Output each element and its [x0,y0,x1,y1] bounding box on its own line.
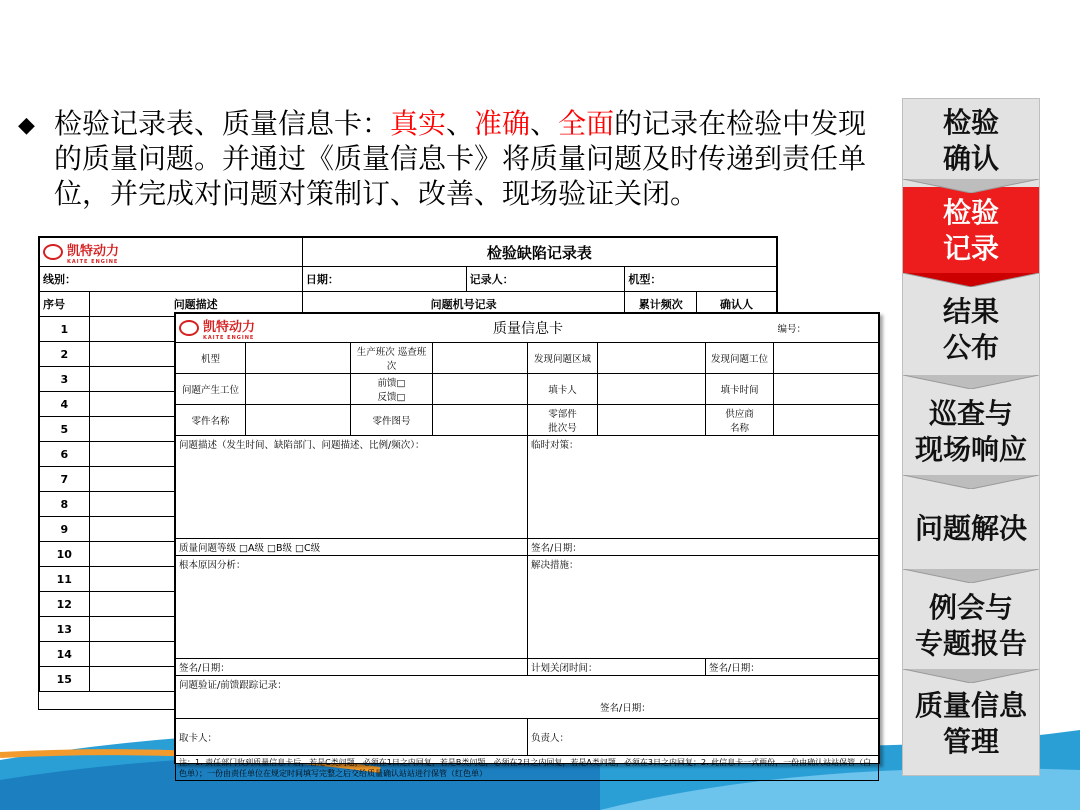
nav-item-quality-info[interactable] [903,681,1039,767]
logo-name: 凯特动力 [67,243,120,259]
logo-sub: KAITE ENGINE [67,258,119,265]
bullet-paragraph [18,106,888,211]
label-part-name: 零件名称 [176,405,246,436]
nav-divider-arrow [903,569,1039,583]
highlight-accurate: 准确 [474,107,531,140]
plan-close-label: 计划关闭时间： [528,659,706,676]
company-logo [43,240,119,265]
separator-2: 、 [530,107,559,140]
card-note: 注：1. 责任部门收到质量信息卡后，若是C类问题，必须在1日之内回复，若是B类问题，必须在2日之内回复，若是A类问题，必须在3日之内回复；2. 此信息卡一式两份，一份由确认站站保管（白色单）；一份由责任单位在规定时间填写完整之后交给质量确认站站进行保管（红色单） [176,756,879,781]
bullet-text-part2: 的记录在检验中发现的质量问题。并通过《质量信息卡》将质量问题及时传递到责任单位，并完成对问题对策制订、改善、现场验证关闭。 [54,107,867,210]
card-logo-cell [176,314,351,343]
row-seq: 11 [40,567,90,592]
recorder-label: 记录人： [466,267,625,292]
nav-item-label: 巡查与 现场响应 [914,397,1027,466]
nav-item-inspection-record[interactable] [903,191,1039,271]
header-problem: 问题描述 [89,292,302,317]
label-found-area: 发现问题区域 [528,343,598,374]
label-fill-time: 填卡时间 [706,374,774,405]
sign-date-label: 签名/日期： [600,703,651,714]
nav-item-label: 结果 公布 [942,295,999,364]
nav-divider-arrow [903,179,1039,193]
solution-label: 解决措施： [531,560,579,571]
temp-measure-label: 临时对策： [531,440,579,451]
nav-divider-arrow [903,375,1039,389]
nav-divider-arrow [903,273,1039,287]
row-seq: 3 [40,367,90,392]
date-label: 日期： [302,267,466,292]
solution-field[interactable] [528,556,879,659]
row-seq: 12 [40,592,90,617]
sign-date-label: 签名/日期： [706,659,879,676]
label-batch-no: 零部件 批次号 [528,405,598,436]
row-seq: 15 [40,667,90,692]
nav-item-result-publish[interactable] [903,287,1039,373]
row-seq: 4 [40,392,90,417]
logo-mark-icon [179,320,199,336]
model-label: 机型： [625,267,777,292]
header-confirmer: 确认人 [697,292,777,317]
header-engine-no: 问题机号记录 [302,292,624,317]
row-seq: 2 [40,342,90,367]
taker-field[interactable] [176,719,528,756]
row-seq: 8 [40,492,90,517]
nav-item-label: 检验 确认 [942,106,999,175]
row-seq: 13 [40,617,90,642]
label-origin-station: 问题产生工位 [176,374,246,405]
row-seq: 14 [40,642,90,667]
temp-measure-field[interactable] [528,436,879,539]
nav-item-label: 质量信息 管理 [914,689,1027,758]
label-feed: 前馈□ 反馈□ [351,374,433,405]
nav-item-patrol-response[interactable] [903,389,1039,475]
card-number-label: 编号： [706,314,879,343]
nav-item-label: 检验 记录 [942,196,999,265]
nav-item-problem-solving[interactable] [903,489,1039,569]
problem-description-field[interactable] [176,436,528,539]
label-model: 机型 [176,343,246,374]
root-cause-label: 根本原因分析： [179,560,246,571]
label-filler: 填卡人 [528,374,598,405]
header-seq: 序号 [40,292,90,317]
label-shift: 生产班次 巡查班次 [351,343,433,374]
row-seq: 10 [40,542,90,567]
verification-label: 问题验证/前馈跟踪记录： [179,680,287,691]
logo-sub: KAITE ENGINE [203,334,255,341]
problem-description-label: 问题描述（发生时间、缺陷部门、问题描述、比例/频次）： [179,440,425,451]
nav-divider-arrow [903,475,1039,489]
nav-item-inspection-confirm[interactable] [903,101,1039,181]
nav-item-meeting-report[interactable] [903,583,1039,669]
logo-cell [40,238,303,267]
logo-mark-icon [43,244,63,260]
defect-table-title: 检验缺陷记录表 [302,238,776,267]
taker-label: 取卡人： [179,733,218,744]
verification-field[interactable] [176,676,879,719]
label-found-station: 发现问题工位 [706,343,774,374]
header-frequency: 累计频次 [625,292,697,317]
row-seq: 7 [40,467,90,492]
bullet-text-part1: 检验记录表、质量信息卡： [54,107,391,140]
sign-date-label: 签名/日期： [176,659,528,676]
label-supplier: 供应商 名称 [706,405,774,436]
nav-divider-arrow [903,669,1039,683]
quality-info-card [174,312,880,778]
root-cause-field[interactable] [176,556,528,659]
row-seq: 1 [40,317,90,342]
row-seq: 6 [40,442,90,467]
responsible-label: 负责人： [531,733,570,744]
separator-1: 、 [446,107,475,140]
row-seq: 5 [40,417,90,442]
nav-item-label: 例会与 专题报告 [914,591,1027,660]
nav-item-label: 问题解决 [914,512,1027,545]
company-logo [179,316,255,341]
process-nav [902,98,1040,776]
highlight-true: 真实 [390,107,447,140]
highlight-complete: 全面 [558,107,615,140]
row-seq: 9 [40,517,90,542]
line-label: 线别： [40,267,303,292]
logo-name: 凯特动力 [203,319,256,335]
sign-date-label: 签名/日期： [528,539,879,556]
diamond-bullet-icon: ◆ [18,113,35,138]
responsible-field[interactable] [528,719,879,756]
card-title: 质量信息卡 [351,314,706,343]
grade-label: 质量问题等级 □A级 □B级 □C级 [176,539,528,556]
label-part-drawing: 零件图号 [351,405,433,436]
